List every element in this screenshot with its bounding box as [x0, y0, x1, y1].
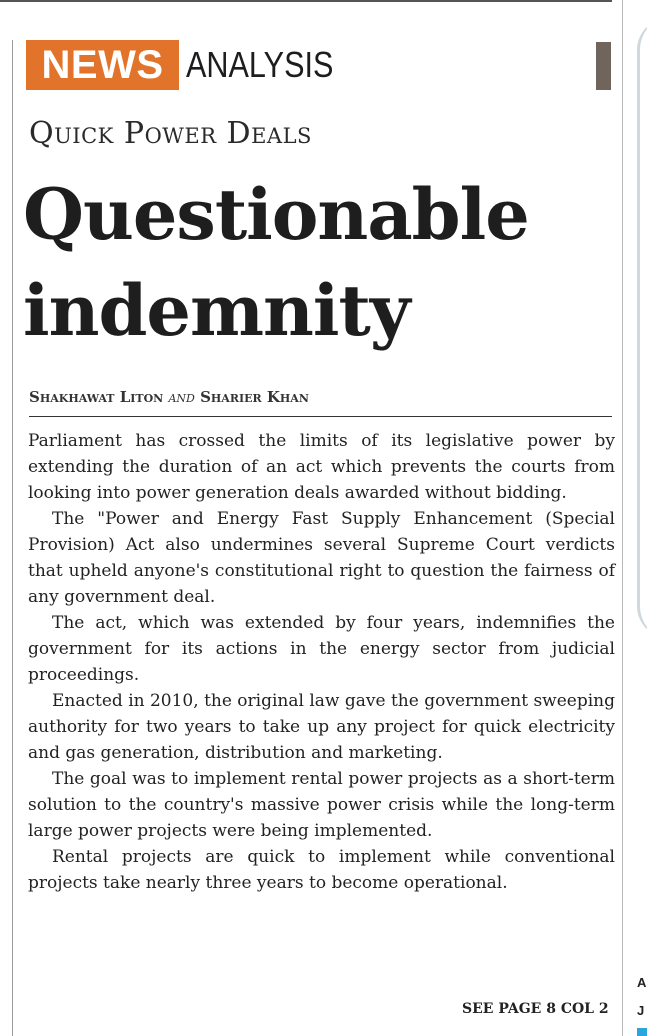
paragraph: The act, which was extended by four years, indemnifies the government for its actions in the energy sector from judicial proceedings.: [28, 613, 615, 685]
section-marker: [596, 42, 611, 90]
news-badge: NEWS: [26, 40, 179, 90]
adjacent-column-letter: A: [637, 975, 647, 990]
adjacent-column-letter: J: [637, 1003, 645, 1018]
paragraph: Parliament has crossed the limits of its legislative power by extending the duration of an act which prevents the courts from looking into power generation deals awarded without bidding.: [28, 431, 615, 503]
top-rule: [0, 0, 612, 2]
paragraph: The goal was to implement rental power projects as a short-term solution to the country's massive power crisis while the long-term large power projects were being implemented.: [28, 769, 615, 841]
paragraph: Enacted in 2010, the original law gave the government sweeping authority for two years to take up any project for quick electricity and gas generation, distribution and marketing.: [28, 691, 615, 763]
author-name: Sharier Khan: [200, 388, 309, 406]
paragraph: The "Power and Energy Fast Supply Enhancement (Special Provision) Act also undermines several Supreme Court verdicts that upheld anyone's constitutional right to question the fairness of any government deal.: [28, 509, 615, 607]
analysis-label: ANALYSIS: [186, 44, 334, 85]
article-body: [28, 428, 615, 896]
author-name: Shakhawat Liton: [29, 388, 164, 406]
byline: [29, 388, 309, 406]
section-kicker: [26, 40, 359, 90]
left-column-rule: [12, 40, 13, 1036]
subhead: Quick Power Deals: [29, 116, 312, 151]
continuation-line: SEE PAGE 8 COL 2: [462, 1001, 609, 1017]
byline-conjunction: and: [168, 388, 195, 406]
headline-line: Questionable: [23, 173, 529, 256]
headline: [23, 167, 623, 359]
byline-rule: [29, 416, 612, 417]
headline-line: indemnity: [23, 269, 410, 352]
adjacent-column-frame: [637, 18, 647, 638]
right-column-rule: [622, 0, 623, 1036]
adjacent-color-bar: [637, 1028, 647, 1036]
paragraph: Rental projects are quick to implement while conventional projects take nearly three years to become operational.: [28, 847, 615, 893]
